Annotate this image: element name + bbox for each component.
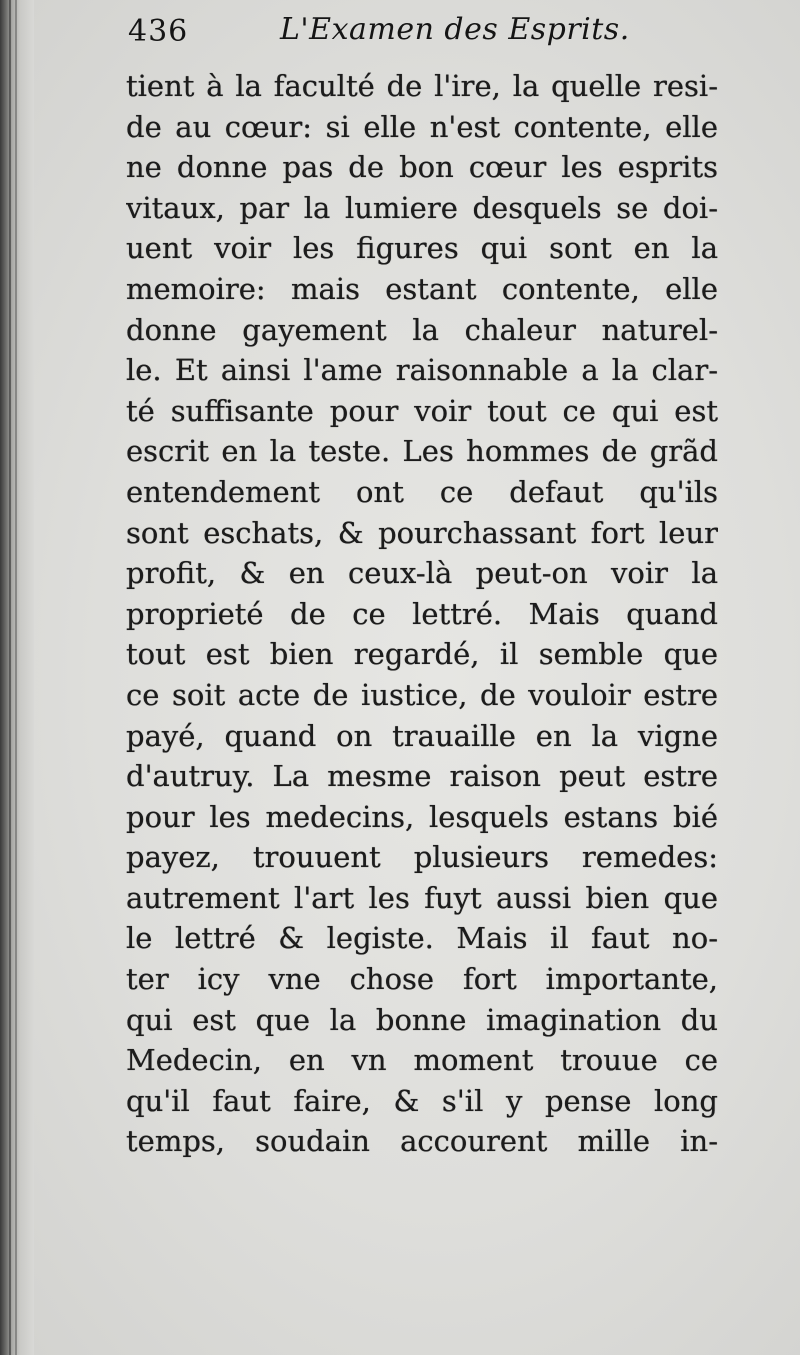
text-line: ce soit acte de iustice, de vouloir estre: [126, 677, 718, 712]
page-number: 436: [128, 14, 189, 49]
text-line: qu'il faut faire, & s'il y pense long: [126, 1083, 718, 1118]
text-line: autrement l'art les fuyt aussi bien que: [126, 880, 718, 915]
text-line: uent voir les figures qui sont en la: [126, 231, 718, 266]
text-line: Medecin, en vn moment trouue ce: [126, 1043, 718, 1078]
text-line: vitaux, par la lumiere desquels se doi-: [126, 190, 718, 225]
gutter-shadow-line: [9, 0, 11, 1355]
text-line: té suffisante pour voir tout ce qui est: [126, 393, 718, 428]
text-line: escrit en la teste. Les hommes de grãd: [126, 434, 718, 469]
text-line: le lettré & legiste. Mais il faut no-: [126, 921, 718, 956]
text-line: proprieté de ce lettré. Mais quand: [126, 596, 718, 631]
text-line: payé, quand on trauaille en la vigne: [126, 718, 718, 753]
running-title: L'Examen des Esprits.: [280, 12, 630, 47]
text-line: profit, & en ceux-là peut-on voir la: [126, 556, 718, 591]
text-line: de au cœur: si elle n'est contente, elle: [126, 109, 718, 144]
text-line: qui est que la bonne imagination du: [126, 1002, 718, 1037]
text-line: sont eschats, & pourchassant fort leur: [126, 515, 718, 550]
text-line: d'autruy. La mesme raison peut estre: [126, 759, 718, 794]
binding-gutter: [0, 0, 34, 1355]
text-line: donne gayement la chaleur naturel-: [126, 312, 718, 347]
text-line: pour les medecins, lesquels estans bié: [126, 799, 718, 834]
text-line: entendement ont ce defaut qu'ils: [126, 474, 718, 509]
text-line: payez, trouuent plusieurs remedes:: [126, 840, 718, 875]
text-line: memoire: mais estant contente, elle: [126, 271, 718, 306]
text-line: temps, soudain accourent mille in-: [126, 1124, 718, 1159]
text-line: ne donne pas de bon cœur les esprits: [126, 150, 718, 185]
body-text: [126, 66, 718, 1162]
page-header: [128, 6, 688, 62]
gutter-shadow-line: [15, 0, 17, 1355]
text-line: tout est bien regardé, il semble que: [126, 637, 718, 672]
text-line: le. Et ainsi l'ame raisonnable a la clar-: [126, 353, 718, 388]
text-line: tient à la faculté de l'ire, la quelle resi-: [126, 69, 718, 103]
text-line: ter icy vne chose fort importante,: [126, 962, 718, 997]
